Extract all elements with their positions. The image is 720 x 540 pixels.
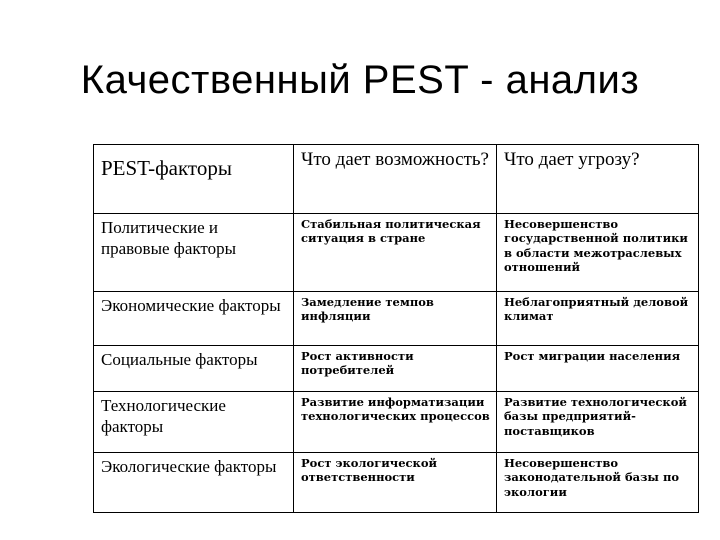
- threat-cell: Неблагоприятный деловой климат: [497, 292, 699, 346]
- table-row: [94, 453, 699, 513]
- opportunity-cell: Рост активности потребителей: [294, 346, 497, 392]
- table-row: [94, 392, 699, 453]
- table-row: [94, 214, 699, 292]
- threat-cell: Развитие технологической базы предприятий-поставщиков: [497, 392, 699, 453]
- table-row: [94, 292, 699, 346]
- header-opportunity: Что дает возможность?: [294, 145, 497, 214]
- opportunity-cell: Замедление темпов инфляции: [294, 292, 497, 346]
- table-row: [94, 346, 699, 392]
- factor-cell: Экономические факторы: [94, 292, 294, 346]
- threat-cell: Рост миграции населения: [497, 346, 699, 392]
- header-threat: Что дает угрозу?: [497, 145, 699, 214]
- factor-cell: Социальные факторы: [94, 346, 294, 392]
- slide-title: Качественный PEST - анализ: [80, 58, 640, 102]
- table-header-row: [94, 145, 699, 214]
- threat-cell: Несовершенство государственной политики в области межотраслевых отношений: [497, 214, 699, 292]
- factor-cell: Технологические факторы: [94, 392, 294, 453]
- opportunity-cell: Развитие информатизации технологических процессов: [294, 392, 497, 453]
- threat-cell: Несовершенство законодательной базы по экологии: [497, 453, 699, 513]
- opportunity-cell: Рост экологической ответственности: [294, 453, 497, 513]
- factor-cell: Политические и правовые факторы: [94, 214, 294, 292]
- pest-table: [93, 144, 699, 513]
- factor-cell: Экологические факторы: [94, 453, 294, 513]
- header-factors: PEST-факторы: [94, 145, 294, 214]
- opportunity-cell: Стабильная политическая ситуация в стране: [294, 214, 497, 292]
